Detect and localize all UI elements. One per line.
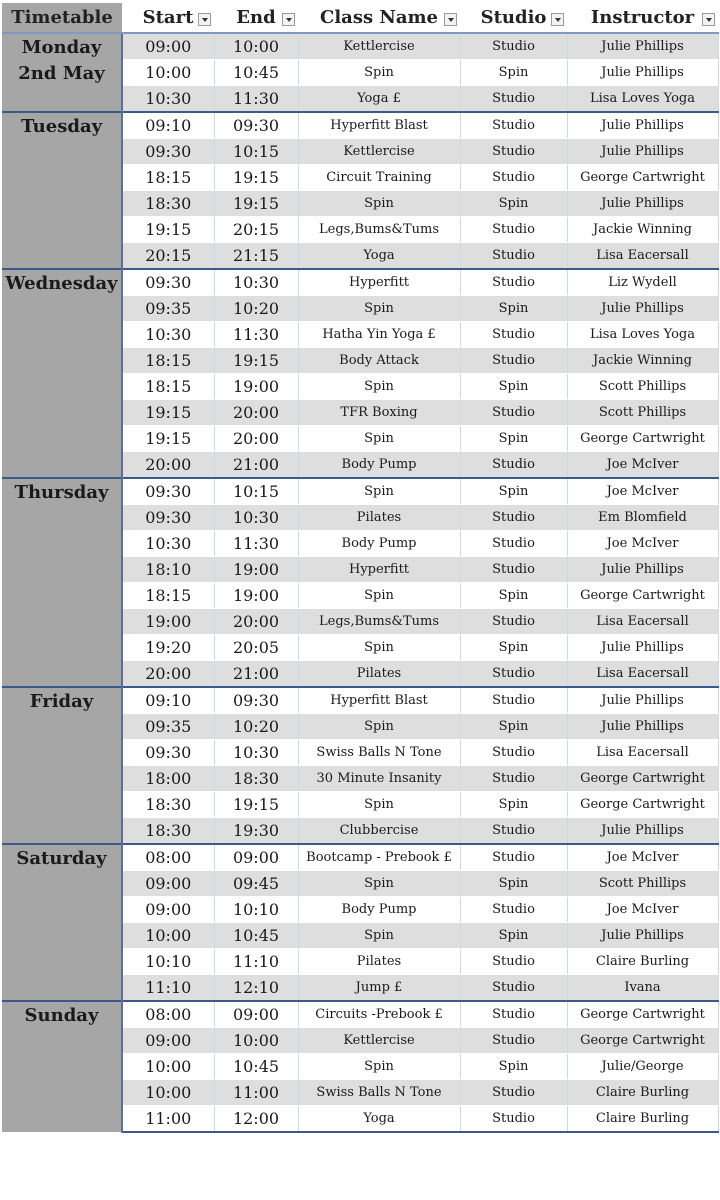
end-cell[interactable]: 19:15	[214, 348, 298, 374]
start-cell[interactable]: 20:00	[122, 661, 214, 688]
instructor-cell[interactable]: Joe McIver	[567, 844, 718, 871]
class-name-cell[interactable]: Spin	[298, 923, 460, 949]
instructor-cell[interactable]: Claire Burling	[567, 1106, 718, 1133]
end-cell[interactable]: 19:15	[214, 792, 298, 818]
instructor-cell[interactable]: Joe McIver	[567, 897, 718, 923]
instructor-cell[interactable]: Julie Phillips	[567, 33, 718, 60]
instructor-cell[interactable]: George Cartwright	[567, 1001, 718, 1028]
class-name-cell[interactable]: Clubbercise	[298, 818, 460, 845]
class-name-cell[interactable]: Swiss Balls N Tone	[298, 1080, 460, 1106]
end-cell[interactable]: 10:20	[214, 714, 298, 740]
end-cell[interactable]: 21:00	[214, 452, 298, 479]
instructor-cell[interactable]: Julie Phillips	[567, 112, 718, 139]
instructor-cell[interactable]: Julie Phillips	[567, 818, 718, 845]
start-cell[interactable]: 10:00	[122, 923, 214, 949]
class-name-cell[interactable]: 30 Minute Insanity	[298, 766, 460, 792]
instructor-cell[interactable]: Claire Burling	[567, 1080, 718, 1106]
start-cell[interactable]: 09:10	[122, 112, 214, 139]
instructor-cell[interactable]: Julie Phillips	[567, 139, 718, 165]
instructor-cell[interactable]: George Cartwright	[567, 426, 718, 452]
end-cell[interactable]: 10:00	[214, 1028, 298, 1054]
start-cell[interactable]: 10:10	[122, 949, 214, 975]
studio-cell[interactable]: Studio	[460, 844, 567, 871]
class-name-cell[interactable]: Jump £	[298, 975, 460, 1002]
class-name-cell[interactable]: Spin	[298, 583, 460, 609]
start-cell[interactable]: 18:10	[122, 557, 214, 583]
start-cell[interactable]: 19:15	[122, 400, 214, 426]
studio-cell[interactable]: Studio	[460, 1001, 567, 1028]
header-end	[214, 3, 298, 33]
start-cell[interactable]: 20:15	[122, 243, 214, 270]
instructor-cell[interactable]: Jackie Winning	[567, 348, 718, 374]
instructor-cell[interactable]: Lisa Eacersall	[567, 609, 718, 635]
studio-cell[interactable]: Studio	[460, 348, 567, 374]
start-cell[interactable]: 09:30	[122, 478, 214, 505]
start-cell[interactable]: 18:00	[122, 766, 214, 792]
end-cell[interactable]: 21:00	[214, 661, 298, 688]
studio-cell[interactable]: Studio	[460, 740, 567, 766]
class-name-cell[interactable]: Pilates	[298, 949, 460, 975]
end-cell[interactable]: 19:00	[214, 374, 298, 400]
instructor-cell[interactable]: Julie Phillips	[567, 687, 718, 714]
start-cell[interactable]: 18:15	[122, 374, 214, 400]
end-cell[interactable]: 21:15	[214, 243, 298, 270]
studio-cell[interactable]: Spin	[460, 635, 567, 661]
class-name-cell[interactable]: Spin	[298, 792, 460, 818]
instructor-cell[interactable]: George Cartwright	[567, 792, 718, 818]
class-name-cell[interactable]: Spin	[298, 871, 460, 897]
class-name-cell[interactable]: Yoga £	[298, 86, 460, 113]
end-cell[interactable]: 09:30	[214, 112, 298, 139]
instructor-cell[interactable]: George Cartwright	[567, 766, 718, 792]
start-cell[interactable]: 09:30	[122, 139, 214, 165]
header-instructor	[567, 3, 718, 33]
studio-cell[interactable]: Spin	[460, 426, 567, 452]
instructor-cell[interactable]: Scott Phillips	[567, 374, 718, 400]
studio-cell[interactable]: Studio	[460, 322, 567, 348]
end-cell[interactable]: 09:00	[214, 844, 298, 871]
start-cell[interactable]: 20:00	[122, 452, 214, 479]
header-label: Timetable	[11, 7, 113, 28]
start-cell[interactable]: 09:00	[122, 871, 214, 897]
start-cell[interactable]: 10:30	[122, 531, 214, 557]
studio-cell[interactable]: Studio	[460, 818, 567, 845]
header-label: End	[236, 7, 276, 28]
instructor-cell[interactable]: Joe McIver	[567, 452, 718, 479]
class-name-cell[interactable]: Circuit Training	[298, 165, 460, 191]
class-name-cell[interactable]: Circuits -Prebook £	[298, 1001, 460, 1028]
start-cell[interactable]: 08:00	[122, 844, 214, 871]
class-name-cell[interactable]: Legs,Bums&Tums	[298, 609, 460, 635]
end-cell[interactable]: 09:30	[214, 687, 298, 714]
header-studio	[460, 3, 567, 33]
studio-cell[interactable]: Spin	[460, 583, 567, 609]
instructor-cell[interactable]: Julie Phillips	[567, 635, 718, 661]
class-name-cell[interactable]: Kettlercise	[298, 33, 460, 60]
end-cell[interactable]: 10:45	[214, 60, 298, 86]
header-start	[122, 3, 214, 33]
day-label-cell[interactable]: Friday	[2, 687, 122, 844]
instructor-cell[interactable]: George Cartwright	[567, 165, 718, 191]
instructor-cell[interactable]: Julie Phillips	[567, 923, 718, 949]
start-cell[interactable]: 19:15	[122, 217, 214, 243]
instructor-cell[interactable]: Lisa Loves Yoga	[567, 86, 718, 113]
end-cell[interactable]: 10:00	[214, 33, 298, 60]
studio-cell[interactable]: Studio	[460, 165, 567, 191]
class-name-cell[interactable]: TFR Boxing	[298, 400, 460, 426]
class-name-cell[interactable]: Spin	[298, 1054, 460, 1080]
studio-cell[interactable]: Spin	[460, 60, 567, 86]
class-name-cell[interactable]: Spin	[298, 374, 460, 400]
end-cell[interactable]: 10:30	[214, 740, 298, 766]
start-cell[interactable]: 09:00	[122, 33, 214, 60]
instructor-cell[interactable]: Lisa Eacersall	[567, 740, 718, 766]
table-row	[2, 1001, 718, 1028]
studio-cell[interactable]: Studio	[460, 766, 567, 792]
class-name-cell[interactable]: Pilates	[298, 505, 460, 531]
class-name-cell[interactable]: Spin	[298, 296, 460, 322]
instructor-cell[interactable]: Ivana	[567, 975, 718, 1002]
table-row	[2, 269, 718, 296]
end-cell[interactable]: 11:10	[214, 949, 298, 975]
studio-cell[interactable]: Studio	[460, 243, 567, 270]
studio-cell[interactable]: Studio	[460, 33, 567, 60]
instructor-cell[interactable]: Claire Burling	[567, 949, 718, 975]
header-timetable	[2, 3, 122, 33]
instructor-cell[interactable]: Julie Phillips	[567, 60, 718, 86]
studio-cell[interactable]: Studio	[460, 557, 567, 583]
table-row	[2, 478, 718, 505]
start-cell[interactable]: 19:20	[122, 635, 214, 661]
end-cell[interactable]: 10:20	[214, 296, 298, 322]
start-cell[interactable]: 09:00	[122, 1028, 214, 1054]
start-cell[interactable]: 10:00	[122, 60, 214, 86]
end-cell[interactable]: 10:45	[214, 1054, 298, 1080]
end-cell[interactable]: 20:00	[214, 400, 298, 426]
start-cell[interactable]: 18:15	[122, 583, 214, 609]
start-cell[interactable]: 18:15	[122, 348, 214, 374]
end-cell[interactable]: 20:00	[214, 426, 298, 452]
filter-dropdown-icon[interactable]	[282, 13, 295, 26]
instructor-cell[interactable]: Joe McIver	[567, 478, 718, 505]
instructor-cell[interactable]: Julie Phillips	[567, 296, 718, 322]
class-name-cell[interactable]: Bootcamp - Prebook £	[298, 844, 460, 871]
end-cell[interactable]: 12:00	[214, 1106, 298, 1133]
timetable-body	[2, 33, 718, 1132]
instructor-cell[interactable]: George Cartwright	[567, 583, 718, 609]
studio-cell[interactable]: Spin	[460, 1054, 567, 1080]
studio-cell[interactable]: Studio	[460, 217, 567, 243]
end-cell[interactable]: 11:30	[214, 531, 298, 557]
class-name-cell[interactable]: Kettlercise	[298, 139, 460, 165]
end-cell[interactable]: 20:15	[214, 217, 298, 243]
class-name-cell[interactable]: Yoga	[298, 1106, 460, 1133]
instructor-cell[interactable]: Julie Phillips	[567, 714, 718, 740]
end-cell[interactable]: 12:10	[214, 975, 298, 1002]
studio-cell[interactable]: Spin	[460, 923, 567, 949]
studio-cell[interactable]: Studio	[460, 661, 567, 688]
instructor-cell[interactable]: Jackie Winning	[567, 217, 718, 243]
class-name-cell[interactable]: Spin	[298, 426, 460, 452]
studio-cell[interactable]: Spin	[460, 714, 567, 740]
instructor-cell[interactable]: Scott Phillips	[567, 871, 718, 897]
studio-cell[interactable]: Studio	[460, 505, 567, 531]
class-name-cell[interactable]: Body Pump	[298, 897, 460, 923]
end-cell[interactable]: 11:30	[214, 322, 298, 348]
class-name-cell[interactable]: Hyperfitt Blast	[298, 112, 460, 139]
class-name-cell[interactable]: Hyperfitt Blast	[298, 687, 460, 714]
start-cell[interactable]: 19:00	[122, 609, 214, 635]
start-cell[interactable]: 09:10	[122, 687, 214, 714]
class-name-cell[interactable]: Spin	[298, 60, 460, 86]
start-cell[interactable]: 18:15	[122, 165, 214, 191]
start-cell[interactable]: 19:15	[122, 426, 214, 452]
start-cell[interactable]: 18:30	[122, 191, 214, 217]
header-label: Class Name	[320, 7, 438, 28]
class-name-cell[interactable]: Hyperfitt	[298, 557, 460, 583]
studio-cell[interactable]: Studio	[460, 1080, 567, 1106]
class-name-cell[interactable]: Yoga	[298, 243, 460, 270]
filter-dropdown-icon[interactable]	[551, 13, 564, 26]
end-cell[interactable]: 19:15	[214, 191, 298, 217]
table-row	[2, 33, 718, 60]
studio-cell[interactable]: Spin	[460, 296, 567, 322]
class-name-cell[interactable]: Hatha Yin Yoga £	[298, 322, 460, 348]
studio-cell[interactable]: Studio	[460, 269, 567, 296]
day-label-cell[interactable]: Monday 2nd May	[2, 33, 122, 112]
class-name-cell[interactable]: Spin	[298, 478, 460, 505]
start-cell[interactable]: 10:00	[122, 1080, 214, 1106]
studio-cell[interactable]: Studio	[460, 609, 567, 635]
end-cell[interactable]: 20:05	[214, 635, 298, 661]
timetable-table	[2, 3, 719, 1133]
instructor-cell[interactable]: Em Blomfield	[567, 505, 718, 531]
studio-cell[interactable]: Studio	[460, 86, 567, 113]
instructor-cell[interactable]: Julie Phillips	[567, 557, 718, 583]
studio-cell[interactable]: Spin	[460, 374, 567, 400]
day-label-cell[interactable]: Thursday	[2, 478, 122, 687]
header-label: Instructor	[590, 7, 695, 28]
studio-cell[interactable]: Spin	[460, 871, 567, 897]
class-name-cell[interactable]: Spin	[298, 191, 460, 217]
class-name-cell[interactable]: Hyperfitt	[298, 269, 460, 296]
end-cell[interactable]: 19:00	[214, 557, 298, 583]
class-name-cell[interactable]: Spin	[298, 635, 460, 661]
start-cell[interactable]: 18:30	[122, 792, 214, 818]
class-name-cell[interactable]: Kettlercise	[298, 1028, 460, 1054]
class-name-cell[interactable]: Pilates	[298, 661, 460, 688]
start-cell[interactable]: 08:00	[122, 1001, 214, 1028]
studio-cell[interactable]: Studio	[460, 531, 567, 557]
start-cell[interactable]: 10:30	[122, 322, 214, 348]
start-cell[interactable]: 09:35	[122, 714, 214, 740]
start-cell[interactable]: 09:30	[122, 269, 214, 296]
studio-cell[interactable]: Studio	[460, 400, 567, 426]
instructor-cell[interactable]: Lisa Eacersall	[567, 661, 718, 688]
studio-cell[interactable]: Spin	[460, 478, 567, 505]
studio-cell[interactable]: Studio	[460, 139, 567, 165]
end-cell[interactable]: 10:10	[214, 897, 298, 923]
table-row	[2, 844, 718, 871]
studio-cell[interactable]: Studio	[460, 975, 567, 1002]
instructor-cell[interactable]: Liz Wydell	[567, 269, 718, 296]
day-label-cell[interactable]: Sunday	[2, 1001, 122, 1132]
end-cell[interactable]: 19:15	[214, 165, 298, 191]
end-cell[interactable]: 19:00	[214, 583, 298, 609]
filter-dropdown-icon[interactable]	[198, 13, 211, 26]
end-cell[interactable]: 10:30	[214, 269, 298, 296]
start-cell[interactable]: 09:30	[122, 740, 214, 766]
instructor-cell[interactable]: Julie/George	[567, 1054, 718, 1080]
start-cell[interactable]: 11:00	[122, 1106, 214, 1133]
instructor-cell[interactable]: Julie Phillips	[567, 191, 718, 217]
studio-cell[interactable]: Studio	[460, 897, 567, 923]
instructor-cell[interactable]: Joe McIver	[567, 531, 718, 557]
class-name-cell[interactable]: Swiss Balls N Tone	[298, 740, 460, 766]
day-label-cell[interactable]: Saturday	[2, 844, 122, 1001]
start-cell[interactable]: 10:00	[122, 1054, 214, 1080]
start-cell[interactable]: 09:00	[122, 897, 214, 923]
instructor-cell[interactable]: George Cartwright	[567, 1028, 718, 1054]
header-row	[2, 3, 718, 33]
studio-cell[interactable]: Spin	[460, 191, 567, 217]
end-cell[interactable]: 10:15	[214, 478, 298, 505]
class-name-cell[interactable]: Legs,Bums&Tums	[298, 217, 460, 243]
header-label: Studio	[480, 7, 547, 28]
header-label: Start	[142, 7, 194, 28]
instructor-cell[interactable]: Lisa Eacersall	[567, 243, 718, 270]
end-cell[interactable]: 19:30	[214, 818, 298, 845]
instructor-cell[interactable]: Lisa Loves Yoga	[567, 322, 718, 348]
filter-dropdown-icon[interactable]	[702, 13, 715, 26]
studio-cell[interactable]: Studio	[460, 1106, 567, 1133]
start-cell[interactable]: 10:30	[122, 86, 214, 113]
end-cell[interactable]: 10:45	[214, 923, 298, 949]
end-cell[interactable]: 09:45	[214, 871, 298, 897]
end-cell[interactable]: 18:30	[214, 766, 298, 792]
end-cell[interactable]: 10:15	[214, 139, 298, 165]
end-cell[interactable]: 11:30	[214, 86, 298, 113]
table-row	[2, 687, 718, 714]
day-label-cell[interactable]: Wednesday	[2, 269, 122, 478]
end-cell[interactable]: 11:00	[214, 1080, 298, 1106]
studio-cell[interactable]: Studio	[460, 1028, 567, 1054]
studio-cell[interactable]: Studio	[460, 112, 567, 139]
studio-cell[interactable]: Studio	[460, 949, 567, 975]
header-class-name	[298, 3, 460, 33]
class-name-cell[interactable]: Spin	[298, 714, 460, 740]
start-cell[interactable]: 11:10	[122, 975, 214, 1002]
class-name-cell[interactable]: Body Pump	[298, 531, 460, 557]
start-cell[interactable]: 18:30	[122, 818, 214, 845]
start-cell[interactable]: 09:30	[122, 505, 214, 531]
studio-cell[interactable]: Studio	[460, 452, 567, 479]
end-cell[interactable]: 09:00	[214, 1001, 298, 1028]
filter-dropdown-icon[interactable]	[444, 13, 457, 26]
start-cell[interactable]: 09:35	[122, 296, 214, 322]
studio-cell[interactable]: Spin	[460, 792, 567, 818]
end-cell[interactable]: 20:00	[214, 609, 298, 635]
instructor-cell[interactable]: Scott Phillips	[567, 400, 718, 426]
end-cell[interactable]: 10:30	[214, 505, 298, 531]
day-label-cell[interactable]: Tuesday	[2, 112, 122, 269]
class-name-cell[interactable]: Body Attack	[298, 348, 460, 374]
class-name-cell[interactable]: Body Pump	[298, 452, 460, 479]
studio-cell[interactable]: Studio	[460, 687, 567, 714]
table-row	[2, 112, 718, 139]
